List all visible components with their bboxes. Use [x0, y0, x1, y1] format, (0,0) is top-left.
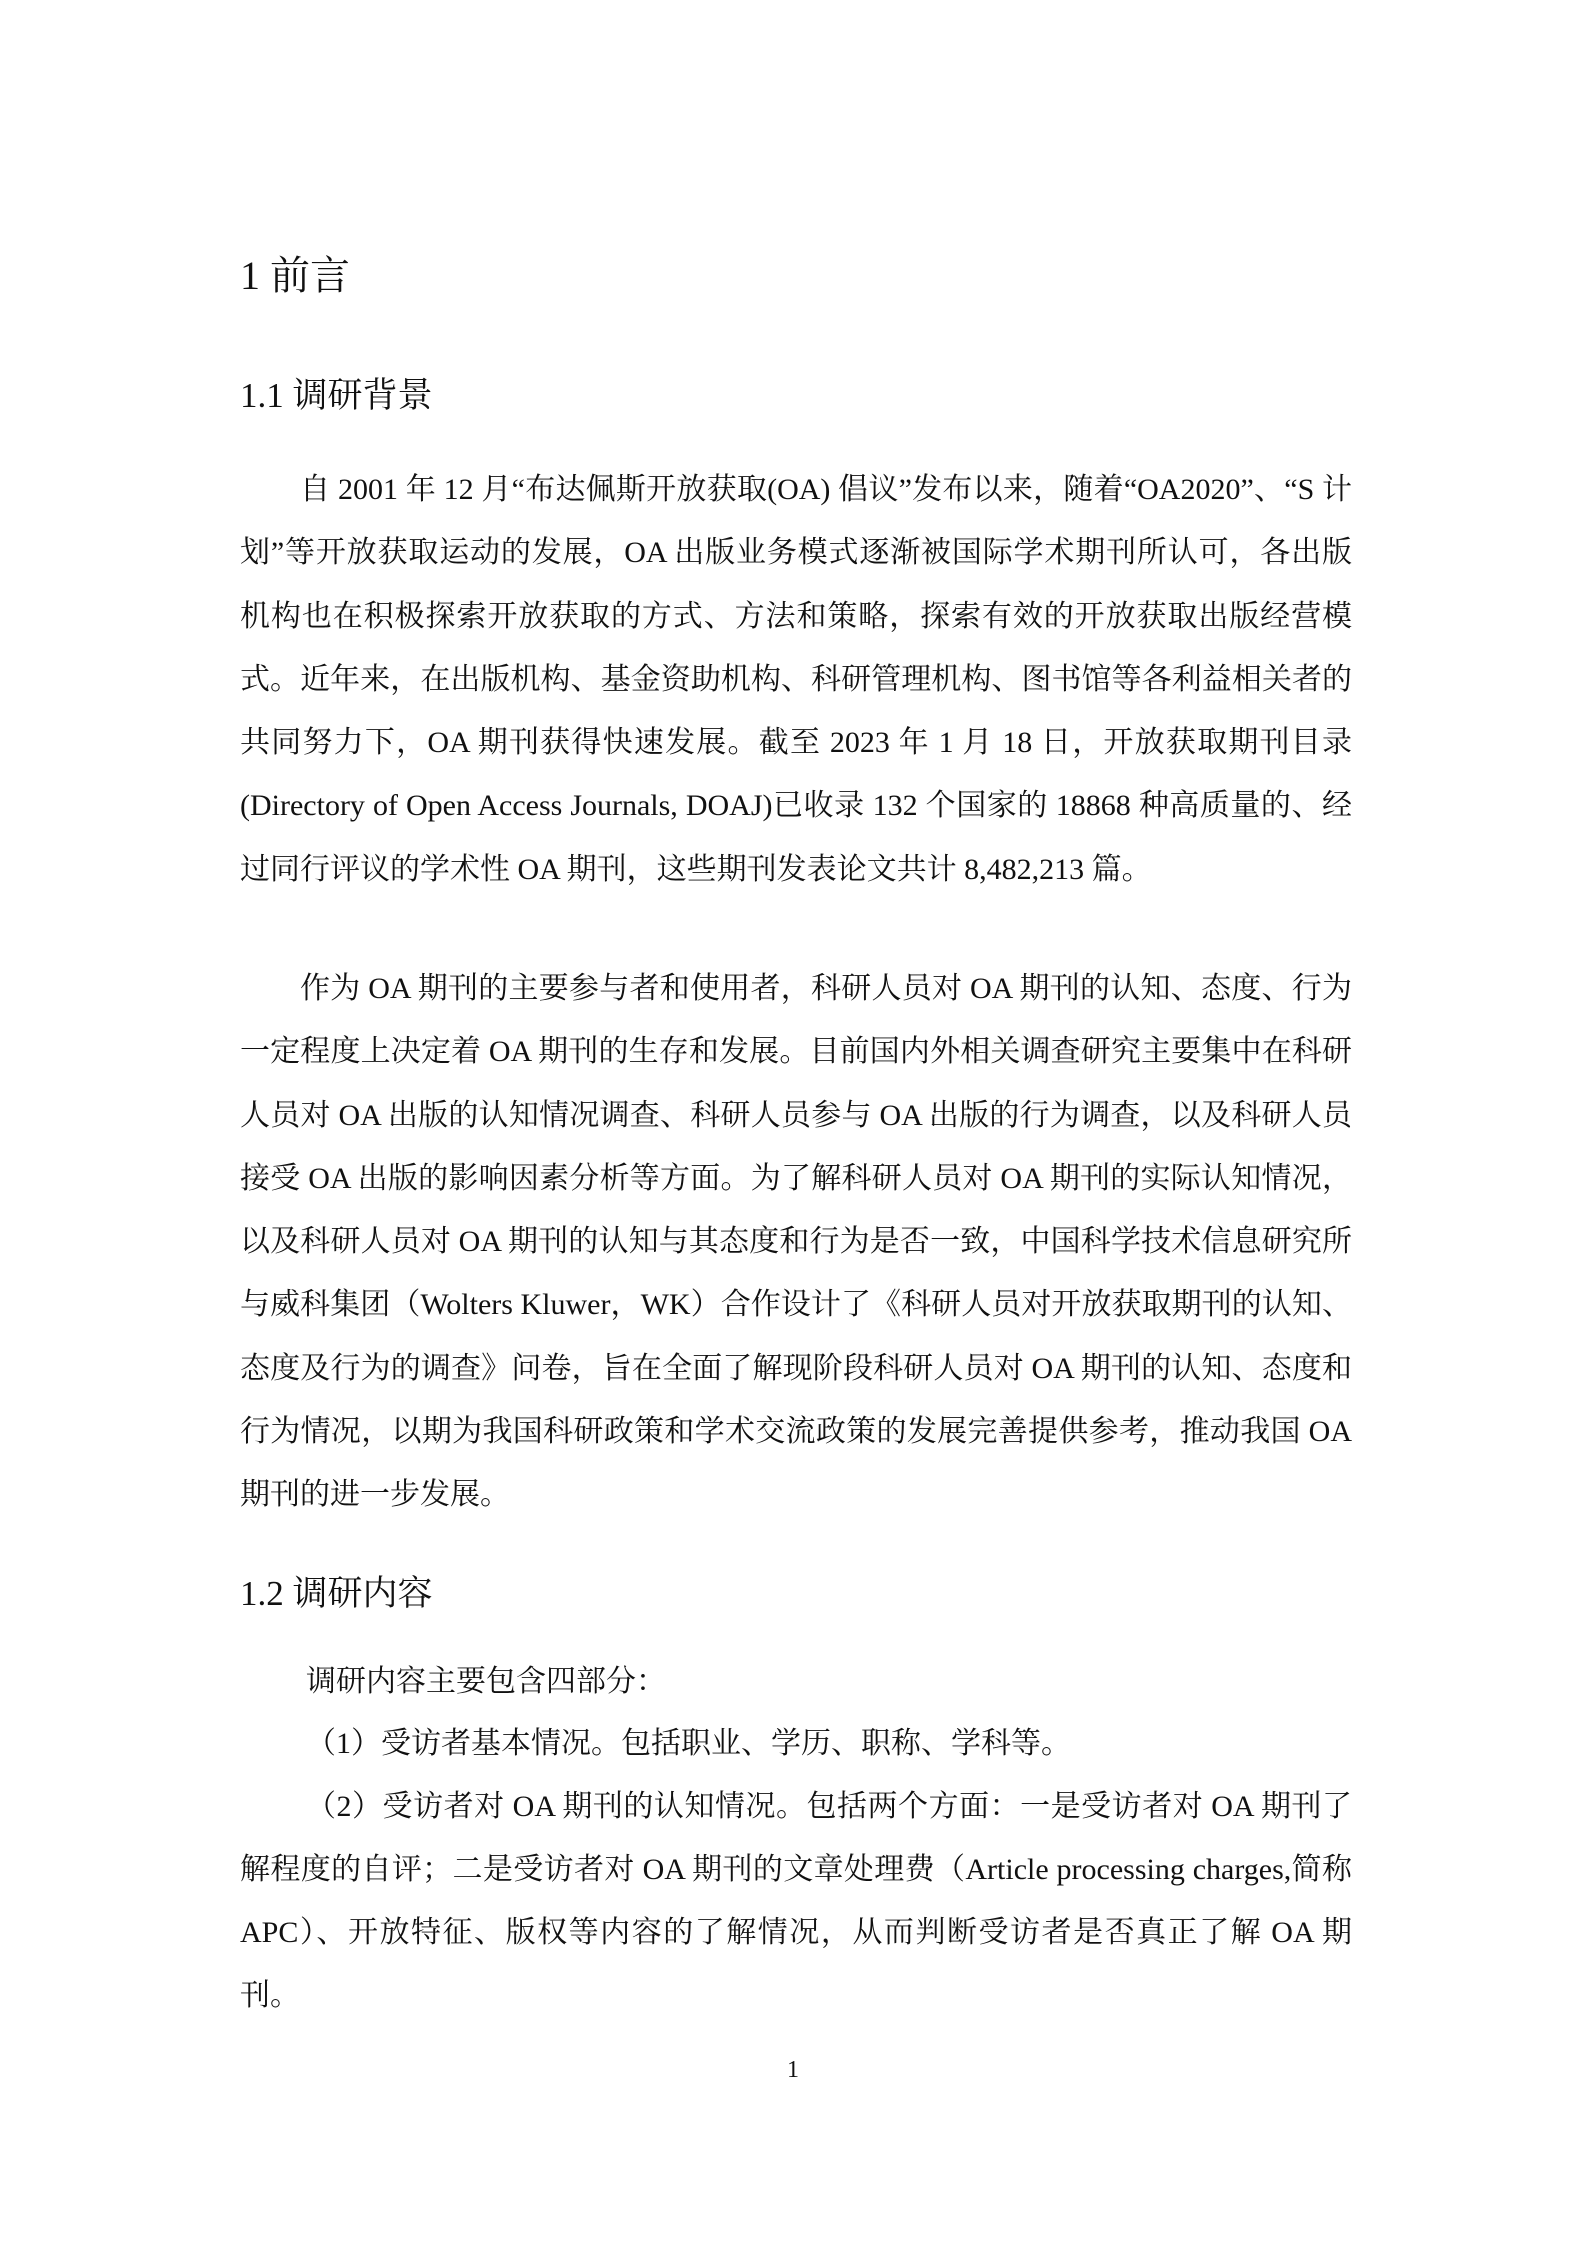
section-1-2-title: 1.2 调研内容 [240, 1574, 433, 1613]
section-1-1-title: 1.1 调研背景 [240, 376, 433, 415]
content-intro: 调研内容主要包含四部分： [306, 1665, 666, 1698]
page-number: 1 [787, 2057, 799, 2083]
content-item-1: （1）受访者基本情况。包括职业、学历、职称、学科等。 [306, 1727, 1071, 1760]
background-paragraph-1: 自 2001 年 12 月“布达佩斯开放获取(OA) 倡议”发布以来，随着“OA2020”、“S 计划”等开放获取运动的发展，OA 出版业务模式逐渐被国际学术期刊所认可，各出版机构也在积极探索开放获取的方式、方法和策略，探索有效的开放获取出版经营模式。近年来，在出版机构、基金资助机构、科研管理机构、图书馆等各利益相关者的共同努力下，OA 期刊获得快速发展。截至 2023 年 1 月 18 日，开放获取期刊目录 (Directory of Open Access Journals, DOAJ)已收录 132 个国家的 18868 种高质量的、经过同行评议的学术性 OA 期刊，这些期刊发表论文共计 8,482,213 篇。 [240, 473, 1352, 886]
content-item-2: （2）受访者对 OA 期刊的认知情况。包括两个方面：一是受访者对 OA 期刊了解程度的自评；二是受访者对 OA 期刊的文章处理费（Article processing charges,简称 APC）、开放特征、版权等内容的了解情况，从而判断受访者是否真正了解 OA 期刊。 [240, 1790, 1352, 2012]
background-paragraph-2: 作为 OA 期刊的主要参与者和使用者，科研人员对 OA 期刊的认知、态度、行为一定程度上决定着 OA 期刊的生存和发展。目前国内外相关调查研究主要集中在科研人员对 OA 出版的认知情况调查、科研人员参与 OA 出版的行为调查，以及科研人员接受 OA 出版的影响因素分析等方面。为了解科研人员对 OA 期刊的实际认知情况，以及科研人员对 OA 期刊的认知与其态度和行为是否一致，中国科学技术信息研究所与威科集团（Wolters Kluwer，WK）合作设计了《科研人员对开放获取期刊的认知、态度及行为的调查》问卷，旨在全面了解现阶段科研人员对 OA 期刊的认知、态度和行为情况，以期为我国科研政策和学术交流政策的发展完善提供参考，推动我国 OA 期刊的进一步发展。 [240, 972, 1352, 1512]
chapter-title: 1 前言 [240, 253, 350, 298]
